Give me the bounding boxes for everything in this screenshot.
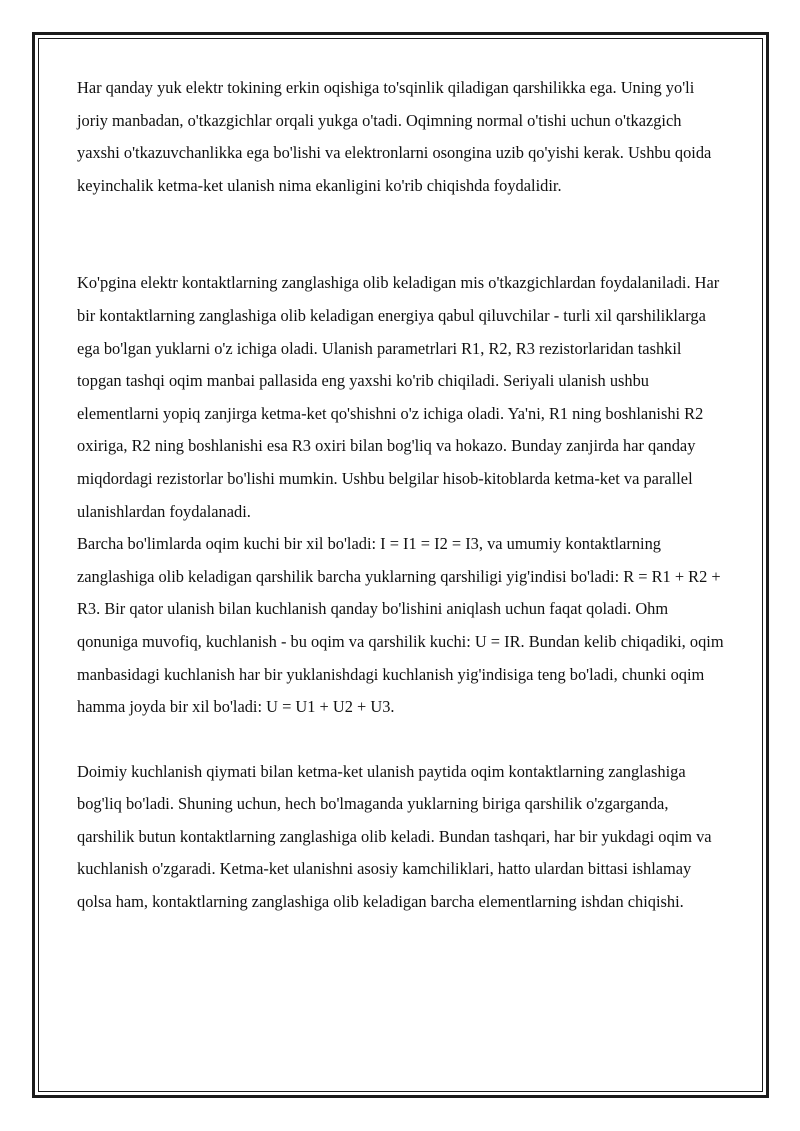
document-body — [77, 72, 725, 919]
paragraph-3: Barcha bo'limlarda oqim kuchi bir xil bo'ladi: I = I1 = I2 = I3, va umumiy kontaktlarning zanglashiga olib keladigan qarshilik barcha yuklarning qarshiligi yig'indisi bo'ladi: R = R1 + R2 + R3. Bir qator ulanish bilan kuchlanish qanday bo'lishini aniqlash uchun faqat qoladi. Ohm qonuniga muvofiq, kuchlanish - bu oqim va qarshilik kuchi: U = IR. Bundan kelib chiqadiki, oqim manbasidagi kuchlanish har bir yuklanishdagi kuchlanish yig'indisiga teng bo'ladi, chunki oqim hamma joyda bir xil bo'ladi: U = U1 + U2 + U3. — [77, 534, 724, 717]
paragraph-2: Ko'pgina elektr kontaktlarning zanglashiga olib keladigan mis o'tkazgichlardan foydalaniladi. Har bir kontaktlarning zanglashiga olib keladigan energiya qabul qiluvchilar - turli xil qarshiliklarga ega bo'lgan yuklarni o'z ichiga oladi. Ulanish parametrlari R1, R2, R3 rezistorlaridan tashkil topgan tashqi oqim manbai pallasida eng yaxshi ko'rib chiqiladi. Seriyali ulanish ushbu elementlarni yopiq zanjirga ketma-ket qo'shishni o'z ichiga oladi. Ya'ni, R1 ning boshlanishi R2 oxiriga, R2 ning boshlanishi esa R3 oxiri bilan bog'liq va hokazo. Bunday zanjirda har qanday miqdordagi rezistorlar bo'lishi mumkin. Ushbu belgilar hisob-kitoblarda ketma-ket va parallel ulanishlardan foydalanadi. — [77, 273, 720, 521]
paragraph-4: Doimiy kuchlanish qiymati bilan ketma-ket ulanish paytida oqim kontaktlarning zanglashiga bog'liq bo'ladi. Shuning uchun, hech bo'lmaganda yuklarning biriga qarshilik o'zgarganda, qarshilik butun kontaktlarning zanglashiga olib keladi. Bundan tashqari, har bir yukdagi oqim va kuchlanish o'zgaradi. Ketma-ket ulanishni asosiy kamchiliklari, hatto ulardan bittasi ishlamay qolsa ham, kontaktlarning zanglashiga olib keladigan barcha elementlarning ishdan chiqishi. — [77, 761, 712, 912]
paragraph-1: Har qanday yuk elektr tokining erkin oqishiga to'sqinlik qiladigan qarshilikka ega. Uning yo'li joriy manbadan, o'tkazgichlar orqali yukga o'tadi. Oqimning normal o'tishi uchun o'tkazgich yaxshi o'tkazuvchanlikka ega bo'lishi va elektronlarni osongina uzib qo'yishi kerak. Ushbu qoida keyinchalik ketma-ket ulanish nima ekanligini ko'rib chiqishda foydalidir. — [77, 78, 712, 195]
